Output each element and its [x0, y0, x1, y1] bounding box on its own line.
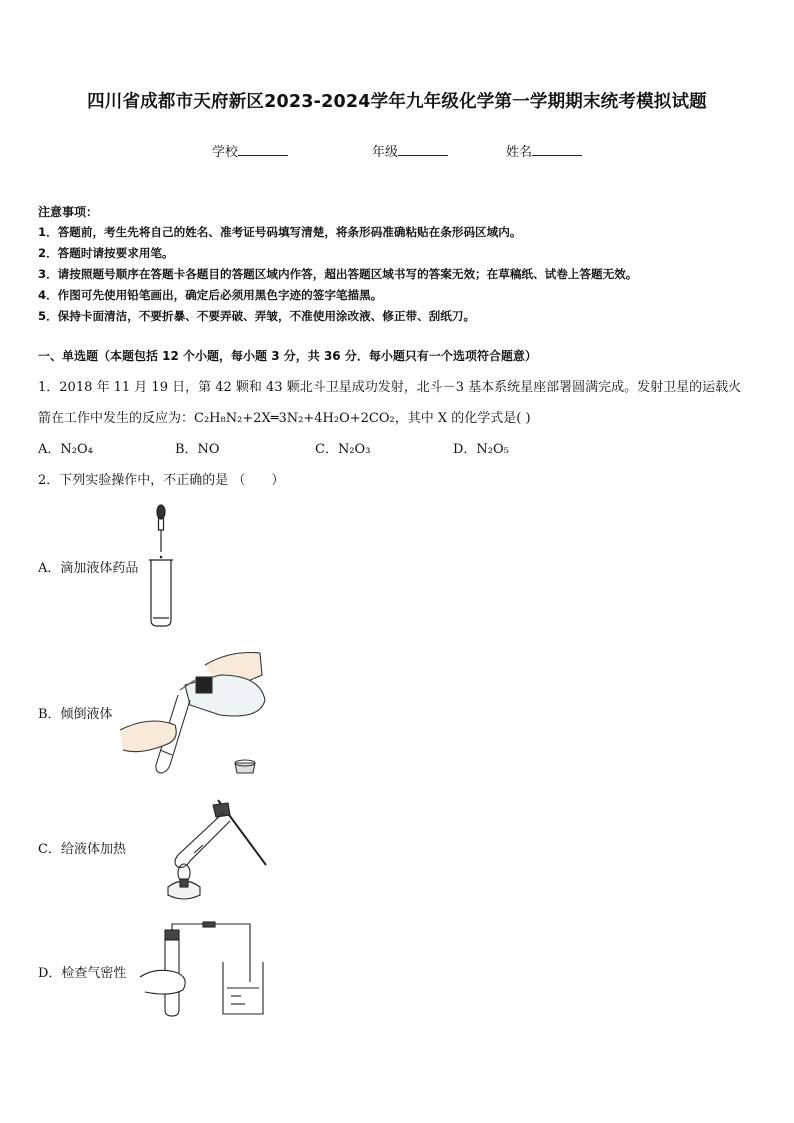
- name-label: 姓名: [506, 145, 533, 160]
- pouring-liquid-figure: [120, 645, 275, 780]
- q2-option-a: A．滴加液体药品: [38, 561, 139, 576]
- school-blank: [238, 143, 288, 156]
- note-item: 4．作图可先使用铅笔画出，确定后必须用黑色字迹的签字笔描黑。: [38, 288, 383, 302]
- q2-option-b: B．倾倒液体: [38, 707, 113, 722]
- note-item: 2．答题时请按要求用笔。: [38, 246, 174, 260]
- q1-line2: 箭在工作中发生的反应为：C₂H₈N₂+2X═3N₂+4H₂O+2CO₂，其中 X 的化学式是( ): [38, 411, 531, 426]
- school-field: [212, 141, 288, 160]
- notes-heading: 注意事项：: [38, 205, 99, 219]
- name-field: [506, 141, 582, 160]
- q2-stem: 2．下列实验操作中，不正确的是 （ ）: [38, 473, 285, 488]
- dropper-testtube-figure: [145, 500, 185, 630]
- grade-field: [372, 141, 448, 160]
- grade-blank: [398, 143, 448, 156]
- note-item: 5．保持卡面清洁，不要折暴、不要弄破、弄皱，不准使用涂改液、修正带、刮纸刀。: [38, 309, 476, 323]
- grade-label: 年级: [372, 145, 399, 160]
- q1-line1: 1．2018 年 11 月 19 日，第 42 颗和 43 颗北斗卫星成功发射，北斗－3 基本系统星座部署圆满完成。发射卫星的运载火: [38, 380, 742, 395]
- q1-option-b: B．NO: [175, 442, 220, 457]
- q2-option-c: C．给液体加热: [38, 842, 126, 857]
- heating-liquid-figure: [158, 795, 270, 905]
- q1-option-a: A．N₂O₄: [38, 442, 93, 457]
- exam-title: 四川省成都市天府新区2023-2024学年九年级化学第一学期期末统考模拟试题: [87, 92, 707, 112]
- name-blank: [532, 143, 582, 156]
- note-item: 1．答题前，考生先将自己的姓名、准考证号码填写清楚，将条形码准确粘贴在条形码区域内。: [38, 225, 522, 239]
- section-title: 一、单选题（本题包括 12 个小题，每小题 3 分，共 36 分．每小题只有一个选项符合题意）: [38, 349, 537, 363]
- note-item: 3．请按照题号顺序在答题卡各题目的答题区域内作答，超出答题区域书写的答案无效；在草稿纸、试卷上答题无效。: [38, 267, 638, 281]
- q2-option-d: D．检查气密性: [38, 966, 127, 981]
- q1-option-c: C．N₂O₃: [315, 442, 371, 457]
- q1-option-d: D．N₂O₅: [453, 442, 509, 457]
- school-label: 学校: [212, 145, 239, 160]
- airtightness-figure: [135, 922, 270, 1022]
